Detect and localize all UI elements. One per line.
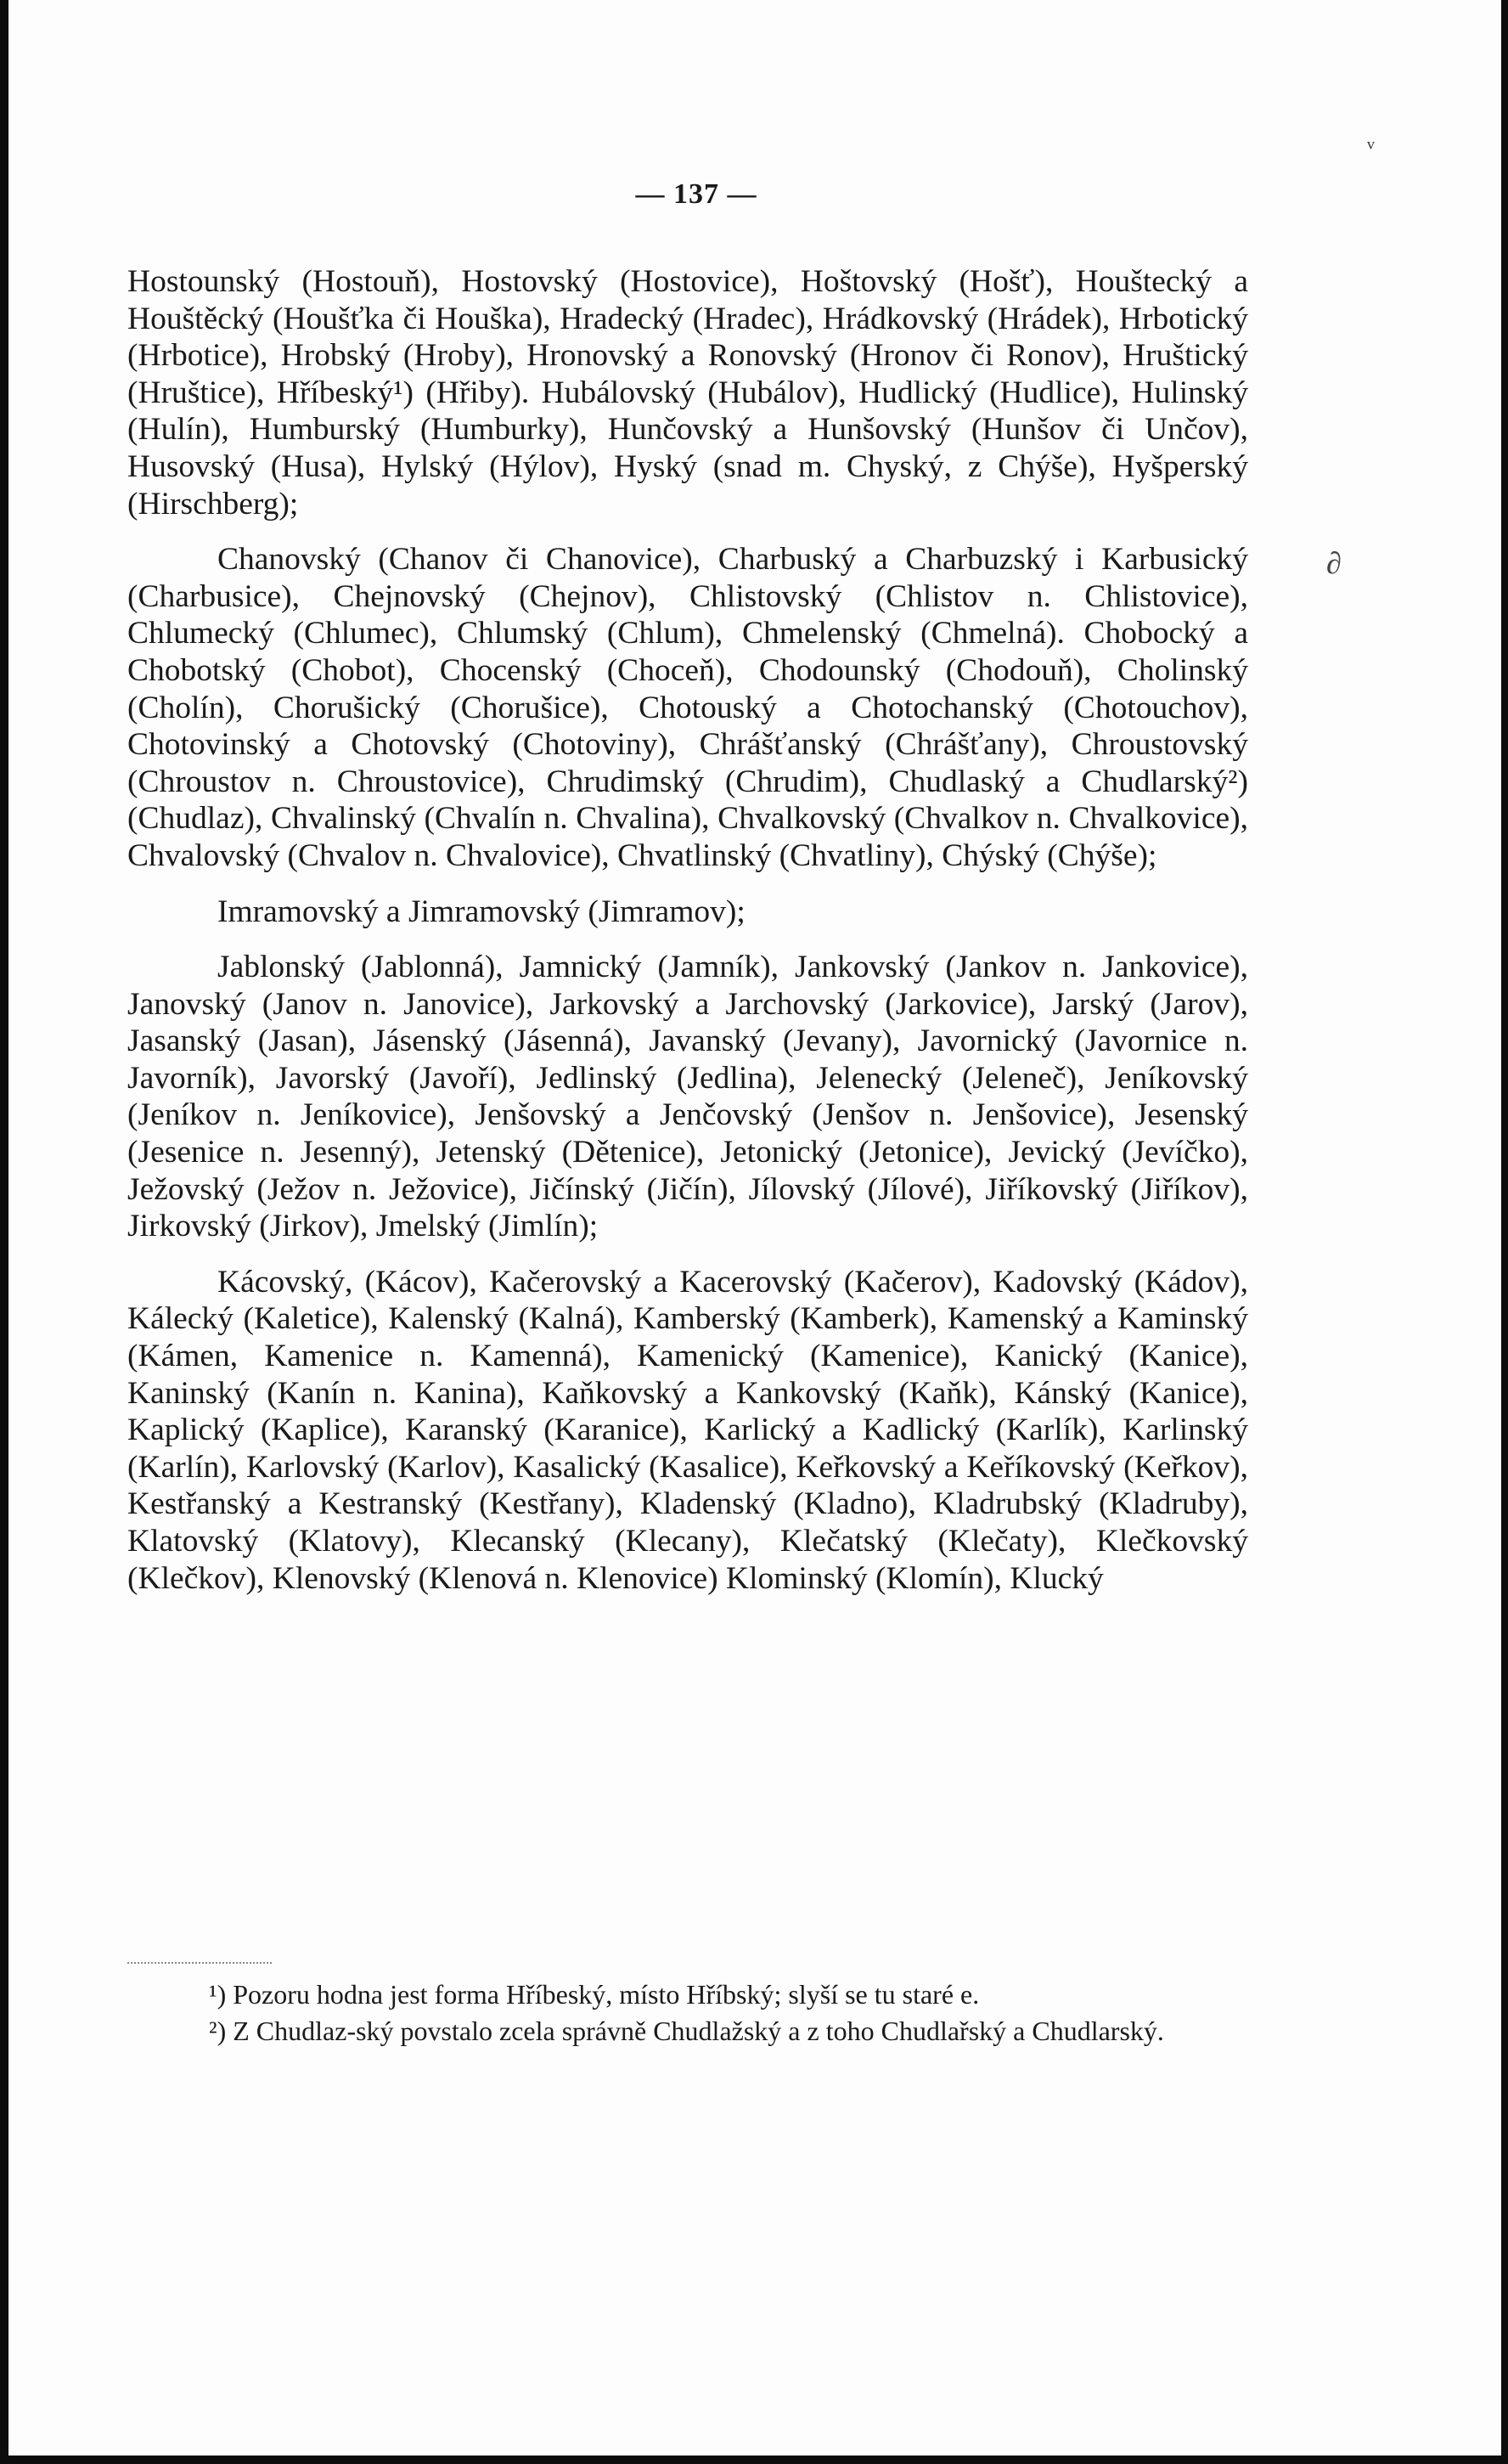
paragraph-j-names: Jablonský (Jablonná), Jamnický (Jamník), Jankovský (Jankov n. Jankovice), Janovský (Janov n. Janovice), Jarkovský a Jarchovský (Jarkovice), Jarský (Jarov), Jasanský (Jasan), Jásenský (Jásenná), Javanský (Jevany), Javornický (Javornice n. Javorník), Javorský (Javoří), Jedlinský (Jedlina), Jelenecký (Jeleneč), Jeníkovský (Jeníkov n. Jeníkovice), Jenšovský a Jenčovský (Jenšov n. Jenšovice), Jesenský (Jesenice n. Jesenný), Jetenský (Dětenice), Jetonický (Jetonice), Jevický (Jevíčko), Ježovský (Ježov n. Ježovice), Jičínský (Jičín), Jílovský (Jílové), Jiříkovský (Jiříkov), Jirkovský (Jirkov), Jmelský (Jimlín); bbox=[127, 950, 1248, 1244]
paragraph-k-names: Kácovský, (Kácov), Kačerovský a Kacerovský (Kačerov), Kadovský (Kádov), Kálecký (Kaletice), Kalenský (Kalná), Kamberský (Kamberk), Kamenský a Kaminský (Kámen, Kamenice n. Kamenná), Kamenický (Kamenice), Kanický (Kanice), Kaninský (Kanín n. Kanina), Kaňkovský a Kankovský (Kaňk), Kánský (Kanice), Kaplický (Kaplice), Karanský (Karanice), Karlický a Kadlický (Karlík), Karlinský (Karlín), Karlovský (Karlov), Kasalický (Kasalice), Keřkovský a Keříkovský (Keřkov), Kestřanský a Kestranský (Kestřany), Kladenský (Kladno), Kladrubský (Kladruby), Klatovský (Klatovy), Klecanský (Klecany), Klečatský (Klečaty), Klečkovský (Klečkov), Klenovský (Klenová n. Klenovice) Klominský (Klomín), Klucký bbox=[127, 1264, 1248, 1596]
paragraph-ch-names: Chanovský (Chanov či Chanovice), Charbuský a Charbuzský i Karbusický (Charbusice), Chejnovský (Chejnov), Chlistovský (Chlistov n. Chlistovice), Chlumecký (Chlumec), Chlumský (Chlum), Chmelenský (Chmelná). Chobocký a Chobotský (Chobot), Chocenský (Choceň), Chodounský (Chodouň), Cholinský (Cholín), Chorušický (Chorušice), Chotouský a Chotochanský (Chotouchov), Chotovinský a Chotovský (Chotoviny), Chrášťanský (Chrášťany), Chroustovský (Chroustov n. Chroustovice), Chrudimský (Chrudim), Chudlaský a Chudlarský²) (Chudlaz), Chvalinský (Chvalín n. Chvalina), Chvalkovský (Chvalkov n. Chvalkovice), Chvalovský (Chvalov n. Chvalovice), Chvatlinský (Chvatliny), Chýský (Chýše); bbox=[127, 542, 1248, 873]
footnote-divider bbox=[127, 1962, 272, 1964]
scan-edge-left bbox=[0, 0, 8, 2464]
footnote-1: ¹) Pozoru hodna jest forma Hříbeský, místo Hříbský; slyší se tu staré e. bbox=[209, 1979, 980, 2010]
paragraph-i-names: Imramovský a Jimramovský (Jimramov); bbox=[217, 894, 746, 929]
page-number: — 137 — bbox=[635, 178, 757, 210]
scan-edge-bottom bbox=[0, 2456, 1508, 2464]
corner-pencil-mark: ᵛ bbox=[1367, 134, 1375, 162]
paragraph-h-names: Hostounský (Hostouň), Hostovský (Hostovice), Hoštovský (Hošť), Houštecký a Houštěcký (Houšťka či Houška), Hradecký (Hradec), Hrádkovský (Hrádek), Hrbotický (Hrbotice), Hrobský (Hroby), Hronovský a Ronovský (Hronov či Ronov), Hruštický (Hruštice), Hříbeský¹) (Hřiby). Hubálovský (Hubálov), Hudlický (Hudlice), Hulinský (Hulín), Humburský (Humburky), Hunčovský a Hunšovský (Hunšov či Unčov), Husovský (Husa), Hylský (Hýlov), Hyský (snad m. Chyský, z Chýše), Hyšperský (Hirschberg); bbox=[127, 264, 1248, 522]
main-text bbox=[127, 263, 1248, 1597]
footnote-2: ²) Z Chudlaz-ský povstalo zcela správně Chudlažský a z toho Chudlařský a Chudlarský. bbox=[209, 2016, 1164, 2046]
footnotes bbox=[127, 1979, 1248, 2052]
margin-pencil-mark: ∂ bbox=[1326, 546, 1342, 580]
scan-edge-right bbox=[1501, 0, 1508, 2464]
